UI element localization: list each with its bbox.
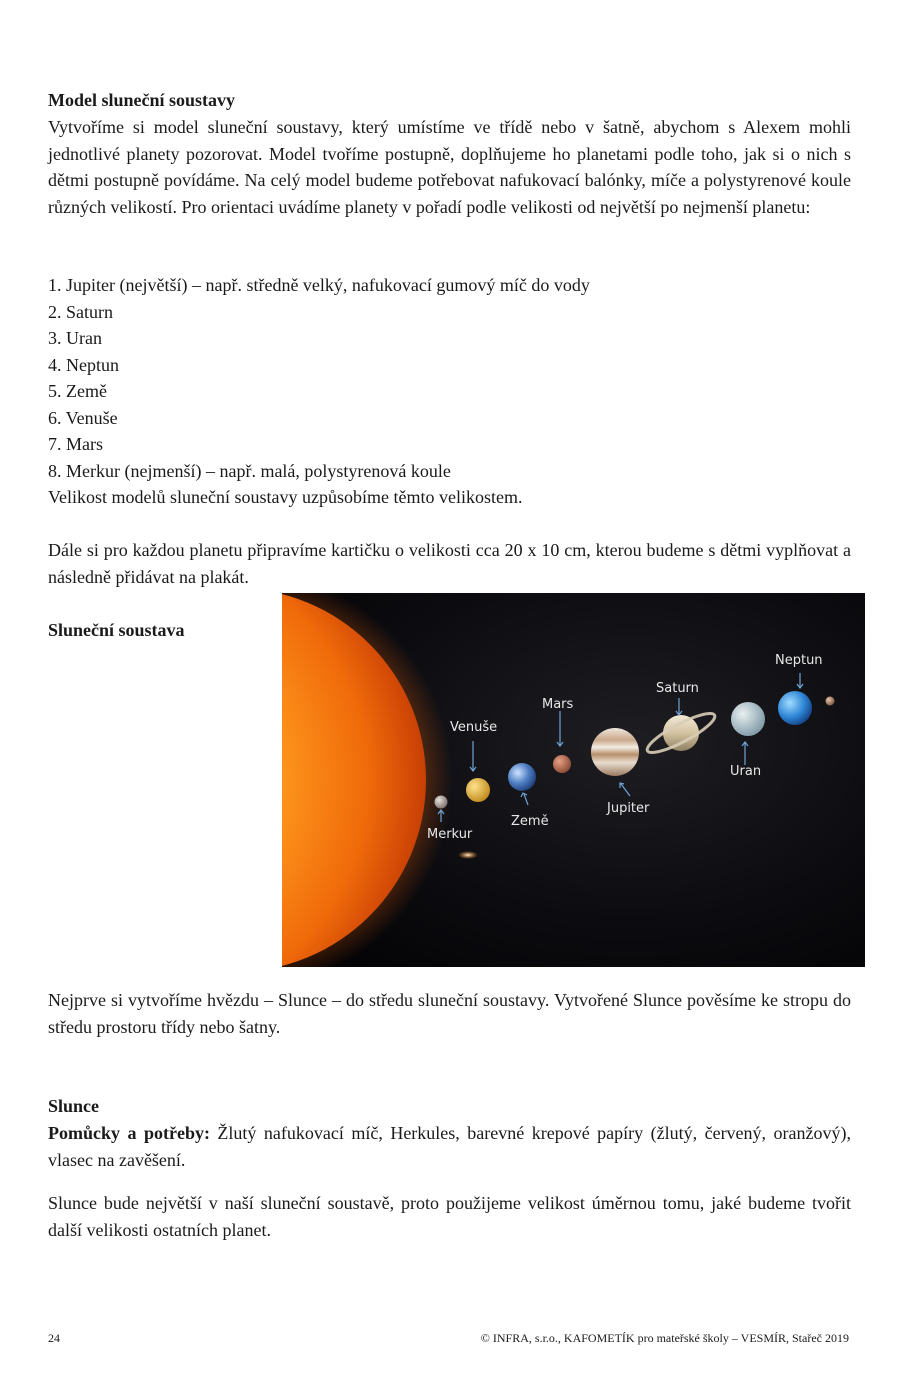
earth-planet — [508, 763, 536, 791]
list-item: Velikost modelů sluneční soustavy uzpůsobíme těmto velikostem. — [48, 487, 523, 507]
section-heading-solar-system: Sluneční soustava — [48, 620, 185, 640]
venus-planet — [466, 778, 490, 802]
list-item: 1. Jupiter (největší) – např. středně velký, nafukovací gumový míč do vody — [48, 275, 590, 295]
label-neptun: Neptun — [775, 653, 823, 668]
uranus-planet — [731, 702, 765, 736]
page-number: 24 — [48, 1331, 60, 1345]
list-item: 2. Saturn — [48, 301, 113, 322]
jupiter-planet — [591, 728, 639, 776]
section-heading-model: Model sluneční soustavy — [48, 90, 236, 110]
section-heading-sun: Slunce — [48, 1096, 100, 1116]
sun-size-paragraph: Slunce bude největší v naší sluneční soustavě, proto použijeme velikost úměrnou tomu, jaké budeme tvořit další velikosti ostatních planet. — [48, 1193, 851, 1240]
list-item: 3. Uran — [48, 328, 102, 348]
label-saturn: Saturn — [656, 681, 699, 696]
list-item: 4. Neptun — [48, 354, 119, 375]
label-uran: Uran — [730, 764, 762, 779]
label-mars: Mars — [542, 697, 574, 712]
mercury-planet — [435, 796, 448, 809]
supplies-paragraph — [48, 1120, 851, 1173]
intro-paragraph: Vytvoříme si model sluneční soustavy, který umístíme ve třídě nebo v šatně, abychom s Alexem mohli jednotlivé planety pozorovat. Model tvoříme postupně, doplňujeme ho planetami podle toho, jak si o nich s dětmi postupně povídáme. Na celý model budeme potřebovat nafukovací balónky, míče a polystyrenové koule různých velikostí. Pro orientaci uvádíme planety v pořadí podle velikosti od největší po nejmenší planetu: — [48, 117, 851, 217]
supplies-label: Pomůcky a potřeby: — [48, 1123, 210, 1143]
footer-copyright: © INFRA, s.r.o., KAFOMETÍK pro mateřské školy – VESMÍR, Stařeč 2019 — [480, 1331, 849, 1345]
label-venuse: Venuše — [450, 720, 498, 735]
dwarf-planet — [826, 697, 835, 706]
list-item: 5. Země — [48, 381, 107, 401]
label-jupiter: Jupiter — [607, 801, 650, 816]
supplies-text: Žlutý nafukovací míč, Herkules, barevné krepové papíry (žlutý, červený, oranžový), vlasec na zavěšení. — [48, 1123, 851, 1170]
label-merkur: Merkur — [427, 827, 473, 842]
mars-planet — [553, 755, 571, 773]
label-zeme: Země — [511, 814, 549, 829]
comet-image — [458, 851, 478, 859]
list-item: 8. Merkur (nejmenší) – např. malá, polystyrenová koule — [48, 460, 451, 481]
list-item: 6. Venuše — [48, 407, 118, 428]
cards-paragraph: Dále si pro každou planetu připravíme kartičku o velikosti cca 20 x 10 cm, kterou budeme s dětmi vyplňovat a následně přidávat na plakát. — [48, 540, 851, 587]
planet-size-list — [48, 272, 851, 511]
neptune-planet — [778, 691, 812, 725]
solar-system-image — [282, 593, 865, 967]
sun-creation-paragraph: Nejprve si vytvoříme hvězdu – Slunce – do středu sluneční soustavy. Vytvořené Slunce pověsíme ke stropu do středu prostoru třídy nebo šatny. — [48, 990, 851, 1037]
list-item: 7. Mars — [48, 434, 103, 454]
